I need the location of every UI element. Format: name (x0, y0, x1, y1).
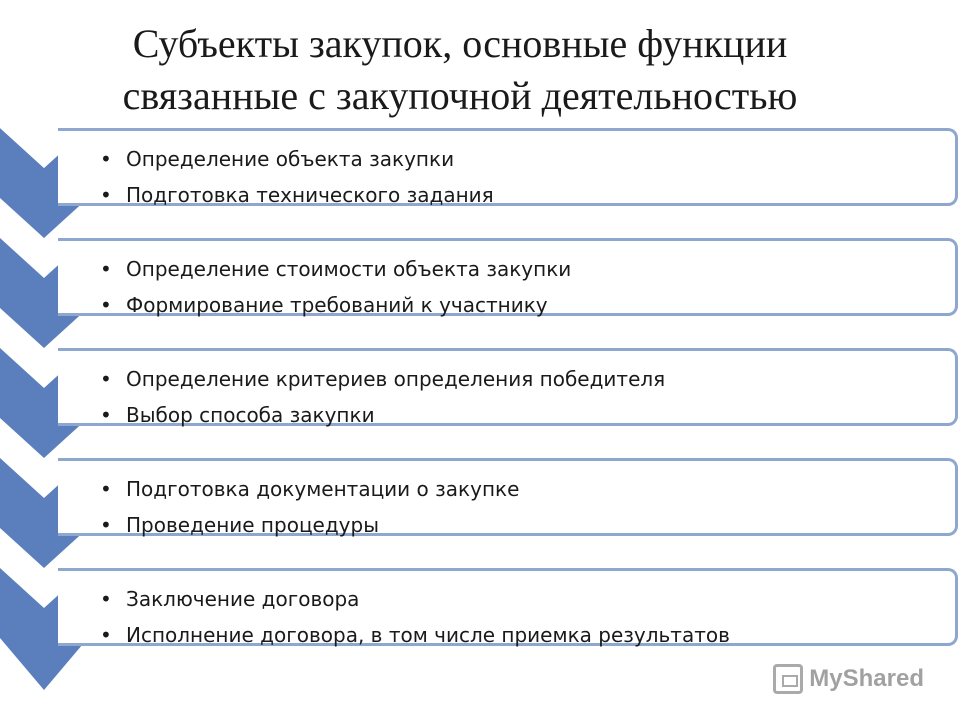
presentation-icon (773, 664, 803, 694)
watermark (773, 664, 924, 694)
list-item: • Исполнение договора, в том числе приемка результатов (100, 623, 730, 647)
step-list-2 (100, 251, 571, 323)
list-item: • Определение объекта закупки (100, 147, 455, 171)
step-box-3 (58, 348, 958, 426)
list-item: • Подготовка документации о закупке (100, 477, 520, 501)
list-item: • Выбор способа закупки (100, 403, 375, 427)
list-item: • Проведение процедуры (100, 513, 380, 537)
step-list-1 (100, 141, 494, 213)
list-item: • Заключение договора (100, 587, 360, 611)
step-list-4 (100, 471, 519, 543)
list-item: • Формирование требований к участнику (100, 293, 548, 317)
step-box-4 (58, 458, 958, 536)
watermark-text: MyShared (809, 665, 924, 692)
step-box-1 (58, 128, 958, 206)
title-line-2: связанные с закупочной деятельностью (122, 73, 798, 118)
step-box-5 (58, 568, 958, 646)
list-item: • Определение стоимости объекта закупки (100, 257, 572, 281)
step-list-3 (100, 361, 665, 433)
step-list-5 (100, 581, 730, 653)
list-item: • Подготовка технического задания (100, 183, 494, 207)
list-item: • Определение критериев определения победителя (100, 367, 666, 391)
title-line-1: Субъекты закупок, основные функции (132, 21, 788, 66)
step-box-2 (58, 238, 958, 316)
